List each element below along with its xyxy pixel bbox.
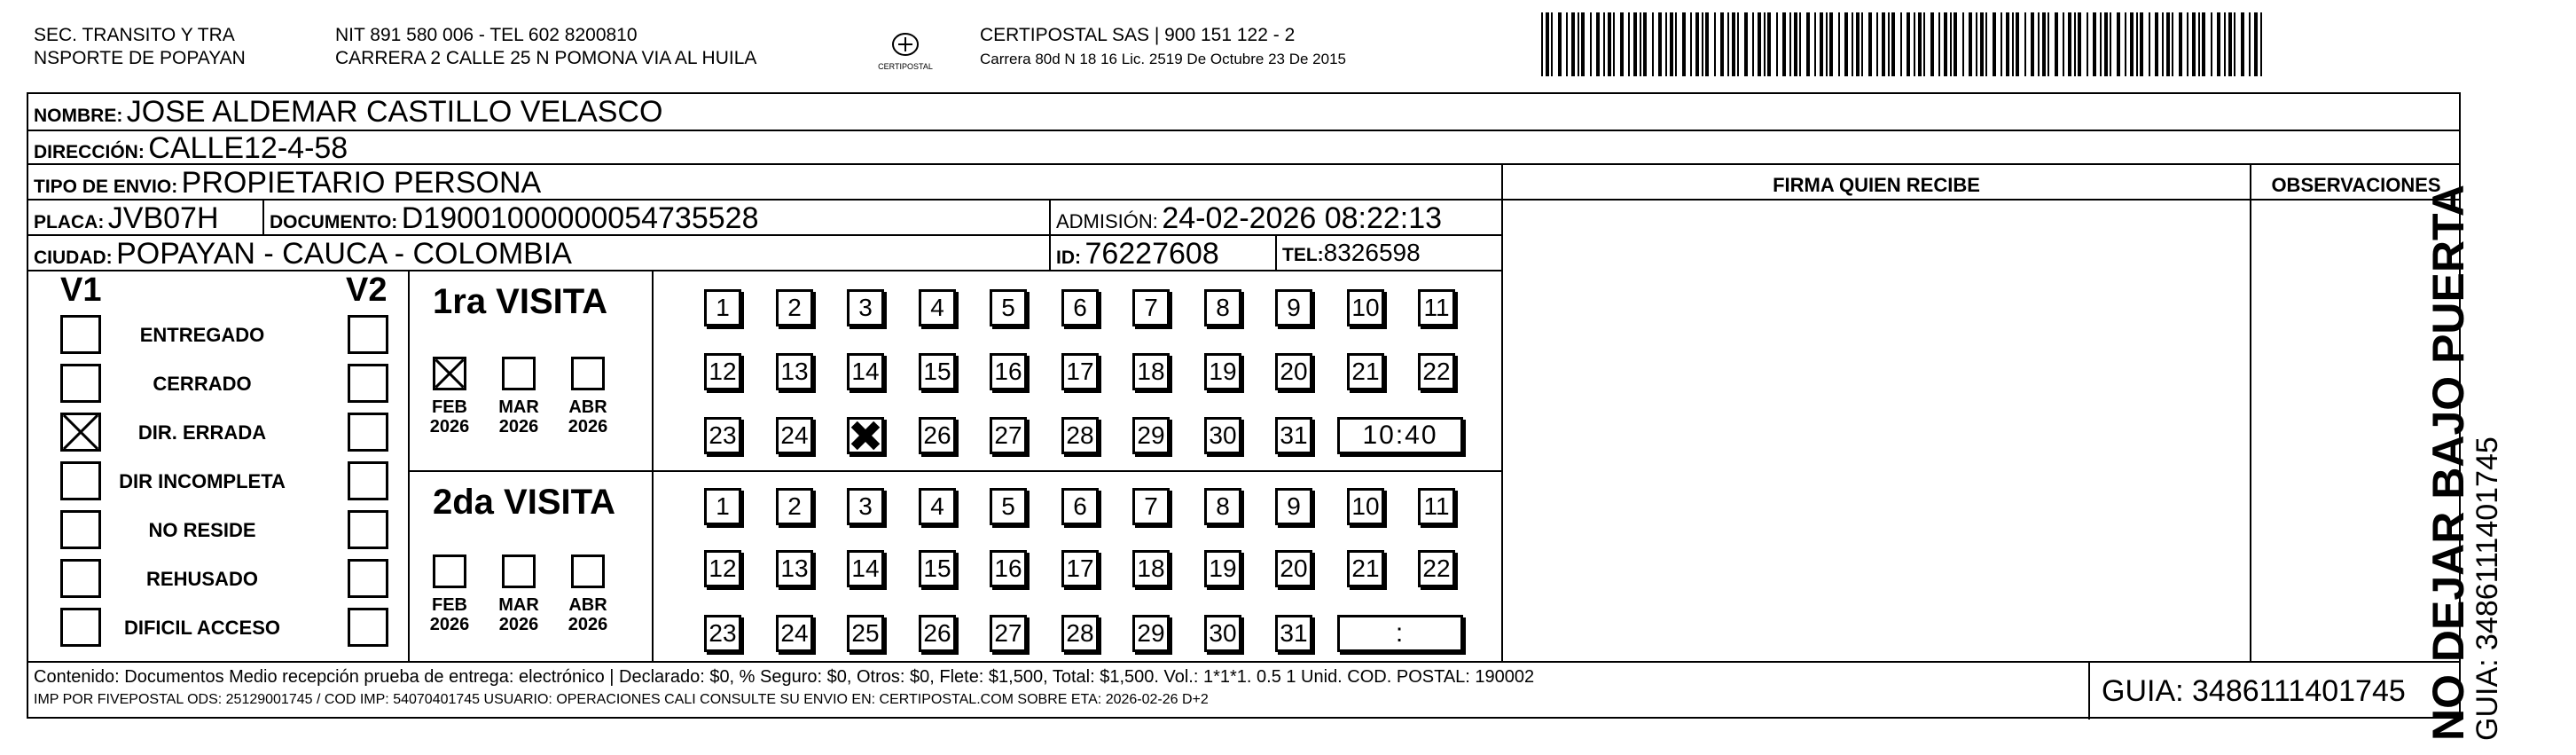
day-box[interactable]: 30 xyxy=(1204,417,1241,454)
month-name: FEB xyxy=(432,595,467,615)
day-box[interactable]: 4 xyxy=(919,289,956,326)
day-box[interactable]: 14 xyxy=(847,353,884,390)
day-box[interactable]: 15 xyxy=(919,550,956,587)
v1-checkbox[interactable] xyxy=(60,510,101,549)
day-box[interactable]: 11 xyxy=(1418,488,1455,525)
reason-label: ENTREGADO xyxy=(139,324,265,346)
plate-value: JVB07H xyxy=(107,201,219,235)
month-year: 2026 xyxy=(498,615,539,634)
day-box[interactable]: 17 xyxy=(1061,550,1099,587)
day-box[interactable]: 25 xyxy=(847,615,884,652)
v1-checkbox[interactable] xyxy=(60,461,101,500)
print-info-text: IMP POR FIVEPOSTAL ODS: 25129001745 / COD IMP: 54070401745 USUARIO: OPERACIONES CALI CONSULTE SU ENVIO EN: CERTIPOSTAL.COM SOBRE ETA: 2026-02-26 D+2 xyxy=(34,692,1209,707)
day-box[interactable]: 14 xyxy=(847,550,884,587)
svg-text:CERTIPOSTAL: CERTIPOSTAL xyxy=(878,62,933,71)
day-box[interactable]: 11 xyxy=(1418,289,1455,326)
day-box[interactable]: 26 xyxy=(919,417,956,454)
shipment-type: PROPIETARIO PERSONA xyxy=(181,166,542,200)
reason-label: CERRADO xyxy=(153,373,252,395)
day-box[interactable]: 7 xyxy=(1132,289,1170,326)
courier-name: CERTIPOSTAL SAS | 900 151 122 - 2 xyxy=(980,25,1296,45)
day-box[interactable]: 16 xyxy=(990,353,1027,390)
admission-cell xyxy=(1056,201,1442,236)
day-box[interactable]: 3 xyxy=(847,289,884,326)
day-box[interactable]: 5 xyxy=(990,289,1027,326)
day-box[interactable]: 9 xyxy=(1275,488,1312,525)
day-box[interactable]: 31 xyxy=(1275,417,1312,454)
sender-address: CARRERA 2 CALLE 25 N POMONA VIA AL HUILA xyxy=(335,48,757,68)
day-box[interactable]: 19 xyxy=(1204,550,1241,587)
day-box[interactable]: 16 xyxy=(990,550,1027,587)
type-label: TIPO DE ENVIO: xyxy=(34,177,178,197)
month-name: ABR xyxy=(568,595,607,615)
type-row xyxy=(34,166,541,201)
v2-checkbox[interactable] xyxy=(348,461,388,500)
day-box[interactable]: 9 xyxy=(1275,289,1312,326)
day-box[interactable]: 1 xyxy=(704,488,741,525)
name-row xyxy=(34,95,662,130)
day-box[interactable]: 21 xyxy=(1347,353,1384,390)
sender-name-line2: NSPORTE DE POPAYAN xyxy=(34,48,246,68)
id-cell xyxy=(1056,237,1219,271)
day-box[interactable]: 18 xyxy=(1132,550,1170,587)
id-value: 76227608 xyxy=(1084,237,1219,271)
day-box[interactable]: 28 xyxy=(1061,615,1099,652)
signature-field[interactable] xyxy=(1505,202,2248,659)
city-cell xyxy=(34,237,572,271)
day-box[interactable]: 29 xyxy=(1132,417,1170,454)
v2-checkbox[interactable] xyxy=(348,608,388,647)
month-year: 2026 xyxy=(429,615,470,634)
plate-label: PLACA: xyxy=(34,212,105,232)
visit1-title: 1ra VISITA xyxy=(433,282,608,321)
day-box[interactable]: 15 xyxy=(919,353,956,390)
v2-checkbox[interactable] xyxy=(348,315,388,354)
content-line: Contenido: Documentos Medio recepción prueba de entrega: electrónico | Declarado: $0, % Seguro: $0, Otros: $0, Flete: $1,500, Total: $1,500. Vol.: 1*1*1. 0.5 1 Unid. COD. POSTAL: 190002 xyxy=(34,667,1535,687)
reason-label: NO RESIDE xyxy=(148,519,256,541)
day-box[interactable]: 6 xyxy=(1061,289,1099,326)
side-warning: NO DEJAR BAJO PUERTA xyxy=(2423,185,2473,741)
month-label xyxy=(423,595,476,634)
month-label xyxy=(561,595,615,634)
reason-label: DIFICIL ACCESO xyxy=(123,617,280,639)
month-name: MAR xyxy=(498,397,539,417)
visit2-title: 2da VISITA xyxy=(433,483,615,522)
day-box[interactable]: 10 xyxy=(1347,289,1384,326)
id-label: ID: xyxy=(1056,248,1081,268)
month-year: 2026 xyxy=(498,417,539,436)
recipient-name: JOSE ALDEMAR CASTILLO VELASCO xyxy=(126,95,663,129)
day-box[interactable]: 12 xyxy=(704,550,741,587)
document-value: D19001000000054735528 xyxy=(401,201,759,235)
v2-checkbox[interactable] xyxy=(348,510,388,549)
v2-checkbox[interactable] xyxy=(348,413,388,452)
month-checkbox[interactable] xyxy=(571,554,605,588)
month-year: 2026 xyxy=(568,615,608,634)
visit1-time[interactable]: 10:40 xyxy=(1337,417,1463,454)
certipostal-logo-icon xyxy=(878,27,933,73)
document-cell xyxy=(270,201,758,236)
day-box[interactable]: 6 xyxy=(1061,488,1099,525)
day-box[interactable]: 18 xyxy=(1132,353,1170,390)
day-box[interactable]: 30 xyxy=(1204,615,1241,652)
tel-value: 8326598 xyxy=(1323,239,1421,266)
month-label xyxy=(561,397,615,436)
month-label xyxy=(423,397,476,436)
sender-nit: NIT 891 580 006 - TEL 602 8200810 xyxy=(335,25,638,45)
day-box[interactable]: 27 xyxy=(990,615,1027,652)
v1-checkbox[interactable] xyxy=(60,315,101,354)
month-name: FEB xyxy=(432,397,467,417)
day-box[interactable]: 8 xyxy=(1204,488,1241,525)
document-label: DOCUMENTO: xyxy=(270,212,398,232)
day-box[interactable]: 26 xyxy=(919,615,956,652)
signature-header: FIRMA QUIEN RECIBE xyxy=(1773,174,1980,196)
v2-checkbox[interactable] xyxy=(348,559,388,598)
footer-guia: GUIA: 3486111401745 xyxy=(2102,674,2406,708)
courier-address: Carrera 80d N 18 16 Lic. 2519 De Octubre 23 De 2015 xyxy=(980,51,1346,67)
day-box[interactable]: 21 xyxy=(1347,550,1384,587)
reason-label: DIR. ERRADA xyxy=(137,421,267,444)
day-box[interactable]: 29 xyxy=(1132,615,1170,652)
admission-value: 24-02-2026 08:22:13 xyxy=(1162,201,1443,235)
month-name: ABR xyxy=(568,397,607,417)
day-box[interactable]: 4 xyxy=(919,488,956,525)
month-checkbox[interactable] xyxy=(433,357,466,390)
day-box[interactable]: 3 xyxy=(847,488,884,525)
day-box[interactable]: 27 xyxy=(990,417,1027,454)
day-box[interactable]: 5 xyxy=(990,488,1027,525)
plate-cell xyxy=(34,201,219,236)
v1-header: V1 xyxy=(60,271,102,309)
tel-label: TEL: xyxy=(1282,245,1324,265)
day-box[interactable]: 8 xyxy=(1204,289,1241,326)
month-year: 2026 xyxy=(429,417,470,436)
day-box[interactable]: 28 xyxy=(1061,417,1099,454)
day-box[interactable]: 20 xyxy=(1275,550,1312,587)
month-checkbox[interactable] xyxy=(502,554,536,588)
v1-checkbox[interactable] xyxy=(60,608,101,647)
city-label: CIUDAD: xyxy=(34,248,113,268)
visit2-time[interactable]: : xyxy=(1337,615,1463,652)
month-label xyxy=(492,595,545,634)
day-box[interactable]: 20 xyxy=(1275,353,1312,390)
day-box[interactable]: 13 xyxy=(776,550,813,587)
recipient-address: CALLE12-4-58 xyxy=(148,131,348,165)
day-box[interactable]: 2 xyxy=(776,289,813,326)
admission-label: ADMISIÓN: xyxy=(1056,210,1158,232)
v2-checkbox[interactable] xyxy=(348,364,388,403)
day-box[interactable] xyxy=(847,417,884,454)
month-name: MAR xyxy=(498,595,539,615)
month-checkbox[interactable] xyxy=(502,357,536,390)
day-box[interactable]: 1 xyxy=(704,289,741,326)
v2-header: V2 xyxy=(346,271,388,309)
sender-name-line1: SEC. TRANSITO Y TRA xyxy=(34,25,235,45)
month-checkbox[interactable] xyxy=(571,357,605,390)
month-year: 2026 xyxy=(568,417,608,436)
v1-checkbox[interactable] xyxy=(60,559,101,598)
day-box[interactable]: 24 xyxy=(776,615,813,652)
print-info-line xyxy=(34,692,1209,710)
day-box[interactable]: 24 xyxy=(776,417,813,454)
month-label xyxy=(492,397,545,436)
day-box[interactable]: 19 xyxy=(1204,353,1241,390)
address-label: DIRECCIÓN: xyxy=(34,142,145,162)
side-text xyxy=(2423,185,2504,741)
tel-cell xyxy=(1282,239,1421,267)
day-box[interactable]: 10 xyxy=(1347,488,1384,525)
day-box[interactable]: 12 xyxy=(704,353,741,390)
day-box[interactable]: 22 xyxy=(1418,550,1455,587)
side-guia: GUIA: 3486111401745 xyxy=(2470,436,2504,741)
v1-checkbox[interactable] xyxy=(60,413,101,452)
observations-header: OBSERVACIONES xyxy=(2271,174,2441,196)
day-box[interactable]: 31 xyxy=(1275,615,1312,652)
name-label: NOMBRE: xyxy=(34,106,123,126)
v1-checkbox[interactable] xyxy=(60,364,101,403)
day-box[interactable]: 23 xyxy=(704,615,741,652)
day-box[interactable]: 23 xyxy=(704,417,741,454)
reason-label: REHUSADO xyxy=(146,568,258,590)
barcode-icon xyxy=(1541,12,2268,76)
day-box[interactable]: 13 xyxy=(776,353,813,390)
day-box[interactable]: 7 xyxy=(1132,488,1170,525)
day-box[interactable]: 22 xyxy=(1418,353,1455,390)
day-box[interactable]: 17 xyxy=(1061,353,1099,390)
city-value: POPAYAN - CAUCA - COLOMBIA xyxy=(116,237,572,271)
address-row xyxy=(34,131,348,166)
month-checkbox[interactable] xyxy=(433,554,466,588)
day-box[interactable]: 2 xyxy=(776,488,813,525)
reason-label: DIR INCOMPLETA xyxy=(119,470,286,492)
